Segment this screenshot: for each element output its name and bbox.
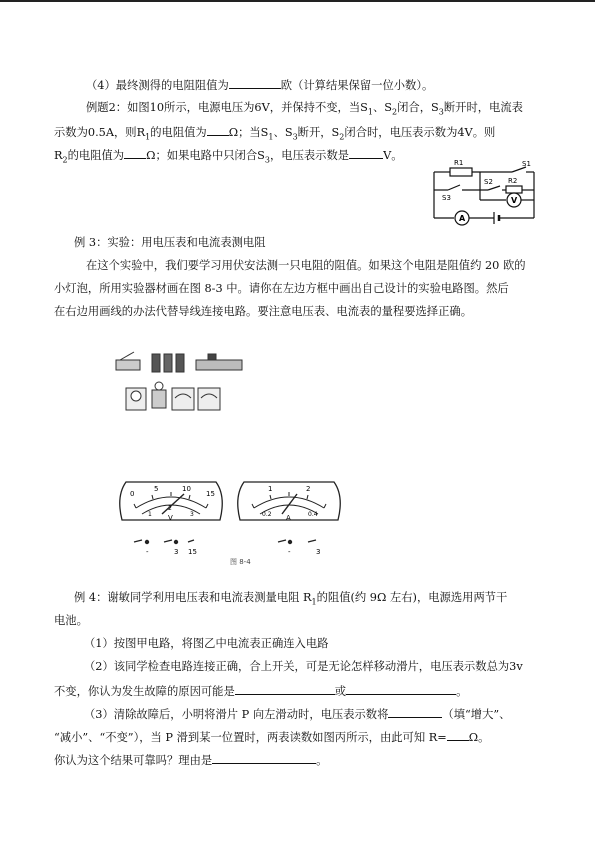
answer-blank [447,729,469,741]
s3-label: S3 [442,194,451,202]
example-4-line-2: 电池。 [54,614,88,627]
meters-figure [112,470,342,568]
circuit-diagram [428,158,540,228]
example-2-line-2: 示数为0.5A，则$R_1$的电阻值为 Ω；当$S_1$、$S_3$断开，$S_2$闭合时，电压表示数为4V。则 [54,126,496,142]
example-2-line-3: $R_2$的电阻值为 Ω；如果电路中只闭合$S_3$，电压表示数是 V。 [54,149,403,165]
ammeter-symbol: A [459,214,466,223]
answer-blank [212,752,316,764]
equipment-figure [112,348,252,420]
svg-text:0.4: 0.4 [308,511,318,518]
example-2-line-1: 例题2：如图10所示，电源电压为6V，并保持不变，当$S_1$、$S_2$闭合，$S_3$断开时，电流表 [86,101,523,117]
svg-text:-: - [288,548,291,556]
svg-text:3: 3 [174,548,179,556]
svg-text:0: 0 [130,490,135,498]
example-4-line-1: 例 4：谢敏同学利用电压表和电流表测量电阻 $R_1$的阻值(约 9Ω 左右)，电源选用两节干 [74,591,508,607]
example-4-question-2-cont: 不变，你认为发生故障的原因可能是 或 。 [54,685,468,698]
svg-text:2: 2 [168,505,172,512]
figure-caption: 图 8-4 [230,558,251,566]
page-top-rule [0,0,595,2]
example-3-title: 例 3：实验：用电压表和电流表测电阻 [74,236,266,249]
question-4-line: （4）最终测得的电阻阻值为 欧（计算结果保留一位小数）。 [86,79,434,92]
s2-label: S2 [484,178,493,186]
example-4-question-3-reason: 你认为这个结果可靠吗？理由是 。 [54,754,328,767]
example-4-question-3: （3）清除故障后，小明将滑片 P 向左滑动时，电压表示数将 （填“增大”、 [84,708,511,721]
example-3-line-3: 在右边用画线的办法代替导线连接电路。要注意电压表、电流表的量程要选择正确。 [54,305,472,318]
svg-text:1: 1 [268,485,273,493]
svg-text:-: - [146,548,149,556]
svg-text:A: A [286,514,291,522]
example-4-question-2: （2）该同学检查电路连接正确，合上开关，可是无论怎样移动滑片，电压表示数总为3v [84,660,523,673]
svg-text:0.2: 0.2 [262,511,272,518]
r1-label: R1 [454,159,464,167]
svg-text:3: 3 [316,548,321,556]
example-3-line-2: 小灯泡，所用实验器材画在图 8-3 中。请你在左边方框中画出自己设计的实验电路图。然后 [54,282,509,295]
answer-blank [388,706,442,718]
s1-label: S1 [522,160,531,168]
answer-blank [349,147,383,159]
example-3-line-1: 在这个实验中，我们要学习用伏安法测一只电阻的阻值。如果这个电阻是阻值约 20 欧的 [86,259,526,272]
answer-blank [235,683,335,695]
answer-blank [229,77,281,89]
svg-text:10: 10 [182,485,191,493]
svg-text:5: 5 [154,485,159,493]
answer-blank [346,683,456,695]
answer-blank [124,147,146,159]
svg-text:15: 15 [206,490,215,498]
svg-text:15: 15 [188,548,197,556]
ammeter-dial [238,482,341,556]
example-4-question-3-cont: “减小”、“不变”），当 P 滑到某一位置时，两表读数如图丙所示，由此可知 R= Ω。 [54,731,490,744]
svg-text:1: 1 [148,511,152,518]
svg-text:2: 2 [306,485,311,493]
voltmeter-symbol: V [511,196,518,205]
svg-text:V: V [168,514,173,522]
example-4-question-1: （1）按图甲电路，将图乙中电流表正确连入电路 [84,637,329,650]
r2-label: R2 [508,177,518,185]
answer-blank [207,124,229,136]
svg-text:3: 3 [190,511,194,518]
voltmeter-dial [120,482,223,556]
